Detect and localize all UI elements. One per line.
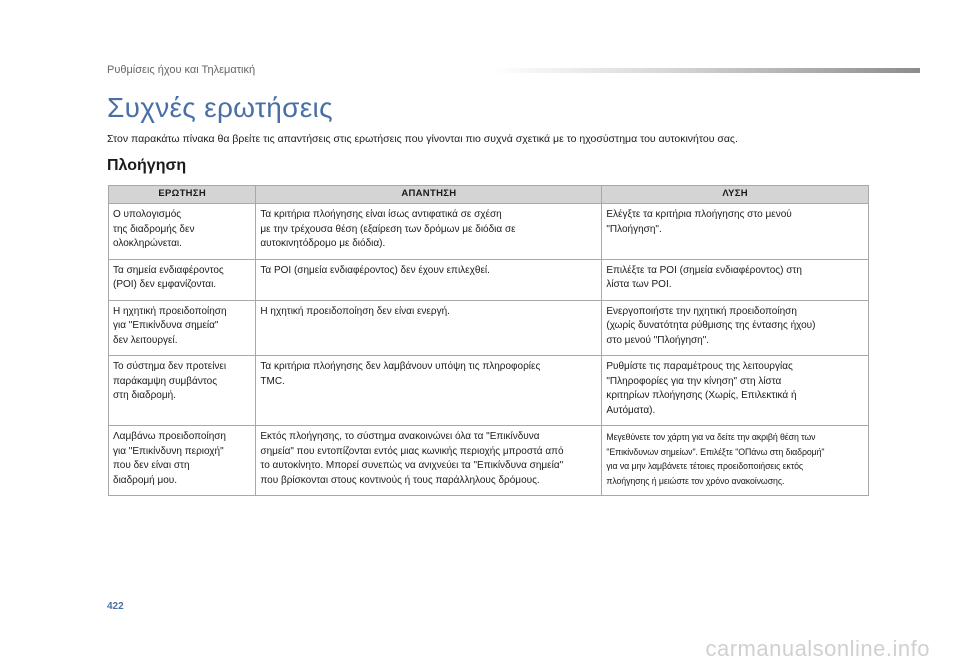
cell-solution <box>602 259 869 300</box>
page-number: 422 <box>107 601 124 612</box>
cell-question <box>109 356 256 426</box>
cell-line: διαδρομή μου. <box>113 474 178 486</box>
cell-line: κριτηρίων πλοήγησης (Χωρίς, Επιλεκτικά ή <box>606 390 797 401</box>
cell-answer <box>256 356 602 426</box>
cell-answer <box>256 426 602 496</box>
cell-line: για να μην λαμβάνετε τέτοιες προειδοποιήσεις εκτός <box>606 461 804 471</box>
column-header-answer: ΑΠΑΝΤΗΣΗ <box>256 186 602 204</box>
cell-line: της διαδρομής δεν <box>113 223 195 235</box>
cell-line: ολοκληρώνεται. <box>113 238 182 249</box>
cell-line: Το σύστημα δεν προτείνει <box>113 361 227 372</box>
cell-question <box>109 204 256 260</box>
cell-line: για "Επικίνδυνα σημεία" <box>113 320 219 331</box>
table-row <box>109 259 869 300</box>
cell-solution <box>602 426 869 496</box>
cell-line: Αυτόματα). <box>606 404 656 416</box>
cell-line: Η ηχητική προειδοποίηση δεν είναι ενεργή. <box>260 305 450 317</box>
section-heading: Πλοήγηση <box>107 157 187 174</box>
cell-line: Επιλέξτε τα POI (σημεία ενδιαφέροντος) στη <box>606 264 802 276</box>
cell-line: Ο υπολογισμός <box>113 209 182 220</box>
table-row <box>109 300 869 356</box>
cell-line: (χωρίς δυνατότητα ρύθμισης της έντασης ήχου) <box>606 320 816 331</box>
intro-text: Στον παρακάτω πίνακα θα βρείτε τις απαντήσεις στις ερωτήσεις που γίνονται πιο συχνά σχετικά με το ηχοσύστημα του αυτοκινήτου σας. <box>107 133 738 145</box>
cell-line: που δεν είναι στη <box>113 460 190 471</box>
cell-line: με την τρέχουσα θέση (εξαίρεση των δρόμων με διόδια σε <box>260 223 516 235</box>
cell-line: Η ηχητική προειδοποίηση <box>113 305 227 317</box>
column-header-question: ΕΡΩΤΗΣΗ <box>109 186 256 204</box>
cell-line: Μεγεθύνετε τον χάρτη για να δείτε την ακριβή θέση των <box>606 432 816 442</box>
cell-line: "Επικίνδυνων σημείων". Επιλέξτε "ΟΠάνω στη διαδρομή" <box>606 446 825 457</box>
cell-answer <box>256 259 602 300</box>
faq-table <box>108 185 869 496</box>
cell-line: Εκτός πλοήγησης, το σύστημα ανακοινώνει όλα τα "Επικίνδυνα <box>260 431 540 442</box>
table-row <box>109 356 869 426</box>
cell-question <box>109 300 256 356</box>
cell-question <box>109 259 256 300</box>
cell-answer <box>256 300 602 356</box>
cell-line: Τα κριτήρια πλοήγησης δεν λαμβάνουν υπόψη τις πληροφορίες <box>260 361 541 372</box>
header-rule <box>490 68 920 73</box>
cell-line: Ελέγξτε τα κριτήρια πλοήγησης στο μενού <box>606 209 792 220</box>
cell-solution <box>602 204 869 260</box>
table-row <box>109 204 869 260</box>
table-row <box>109 426 869 496</box>
running-header: Ρυθμίσεις ήχου και Τηλεματική <box>107 64 256 76</box>
cell-line: δεν λειτουργεί. <box>113 334 178 346</box>
cell-line: (POI) δεν εμφανίζονται. <box>113 279 217 290</box>
cell-line: Τα σημεία ενδιαφέροντος <box>113 264 224 276</box>
cell-line: "Πληροφορίες για την κίνηση" στη λίστα <box>606 375 782 387</box>
cell-line: λίστα των POI. <box>606 279 672 290</box>
cell-line: "Πλοήγηση". <box>606 223 662 235</box>
column-header-solution: ΛΥΣΗ <box>602 186 869 204</box>
table-header-row <box>109 186 869 204</box>
cell-line: αυτοκινητόδρομο με διόδια). <box>260 238 386 249</box>
cell-solution <box>602 300 869 356</box>
cell-line: Λαμβάνω προειδοποίηση <box>113 431 226 442</box>
watermark: carmanualsonline.info <box>705 636 930 661</box>
cell-line: στη διαδρομή. <box>113 390 176 401</box>
cell-line: το αυτοκίνητο. Μπορεί συνεπώς να ανιχνεύει τα "Επικίνδυνα σημεία" <box>260 460 564 471</box>
page-title: Συχνές ερωτήσεις <box>107 92 333 123</box>
cell-line: TMC. <box>260 375 285 387</box>
cell-answer <box>256 204 602 260</box>
cell-line: πλοήγησης ή μειώστε τον χρόνο ανακοίνωσης. <box>606 475 785 486</box>
cell-line: Τα κριτήρια πλοήγησης είναι ίσως αντιφατικά σε σχέση <box>260 209 502 220</box>
cell-line: Ενεργοποιήστε την ηχητική προειδοποίηση <box>606 305 797 317</box>
faq-table-body <box>109 204 869 496</box>
cell-question <box>109 426 256 496</box>
cell-line: που βρίσκονται στους κοντινούς ή τους παράλληλους δρόμους. <box>260 474 540 486</box>
cell-line: Τα POI (σημεία ενδιαφέροντος) δεν έχουν επιλεχθεί. <box>260 264 490 276</box>
cell-line: παράκαμψη συμβάντος <box>113 375 218 387</box>
cell-line: για "Επικίνδυνη περιοχή" <box>113 445 224 457</box>
cell-line: στο μενού "Πλοήγηση". <box>606 334 710 346</box>
cell-solution <box>602 356 869 426</box>
cell-line: Ρυθμίστε τις παραμέτρους της λειτουργίας <box>606 361 793 372</box>
cell-line: σημεία" που εντοπίζονται εντός μιας κωνικής περιοχής μπροστά από <box>260 445 564 457</box>
